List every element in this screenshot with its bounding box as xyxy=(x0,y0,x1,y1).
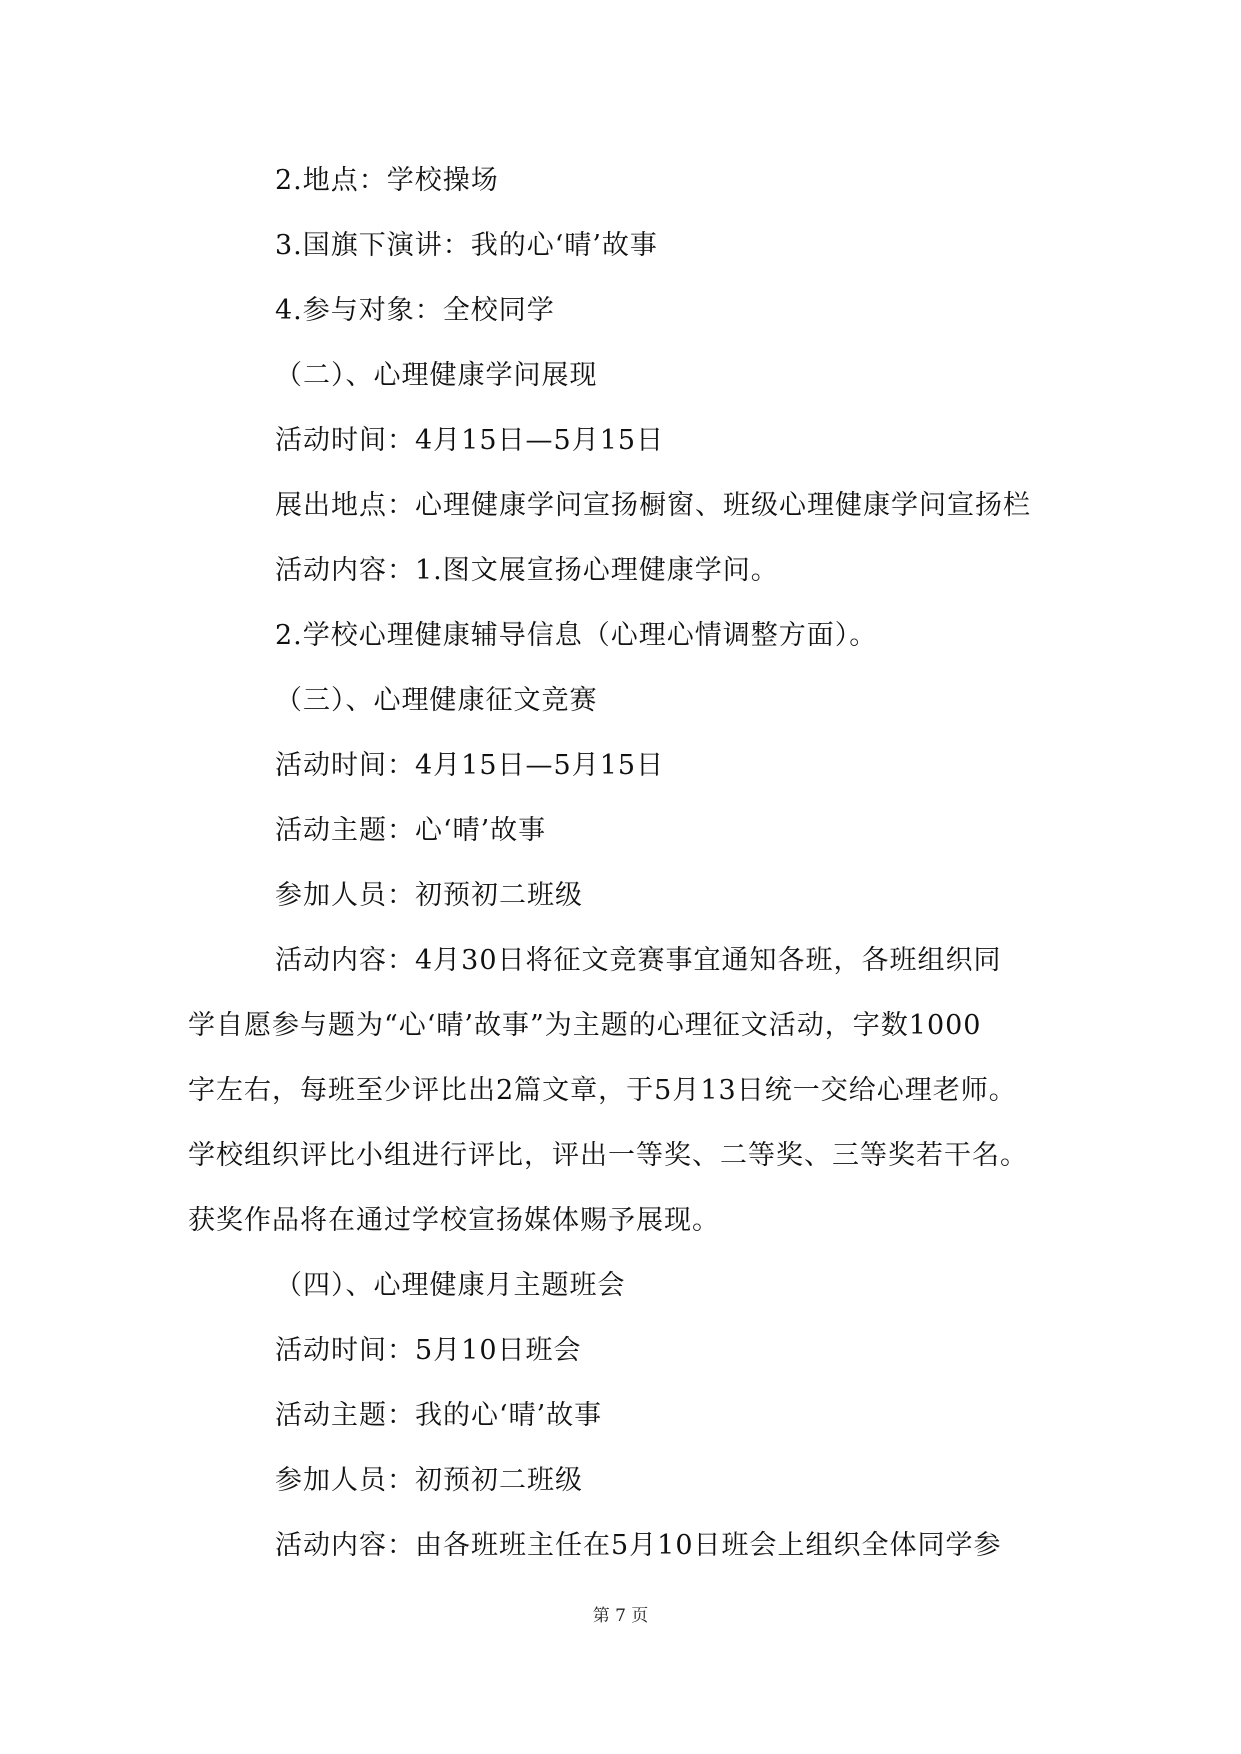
activity-time-line: 活动时间：5月10日班会 xyxy=(275,1335,582,1366)
guidance-info-line: 2.学校心理健康辅导信息（心理心情调整方面）。 xyxy=(275,620,878,651)
activity-time-line: 活动时间：4月15日—5月15日 xyxy=(275,425,665,456)
location-line: 2.地点：学校操场 xyxy=(275,165,499,196)
activity-theme-line: 活动主题：我的心‘晴’故事 xyxy=(275,1400,603,1431)
paragraph-line: 字左右，每班至少评比出2篇文章，于5月13日统一交给心理老师。 xyxy=(188,1075,1017,1106)
activity-content-line: 活动内容：1.图文展宣扬心理健康学问。 xyxy=(275,555,779,586)
activity-content-line: 活动内容：由各班班主任在5月10日班会上组织全体同学参 xyxy=(275,1530,1002,1561)
activity-time-line: 活动时间：4月15日—5月15日 xyxy=(275,750,665,781)
page-number: 第 7 页 xyxy=(592,1606,649,1626)
paragraph-line: 活动内容：4月30日将征文竞赛事宜通知各班，各班组织同 xyxy=(275,945,1002,976)
speech-line: 3.国旗下演讲：我的心‘晴’故事 xyxy=(275,230,658,261)
section-heading-3: （三）、心理健康征文竞赛 xyxy=(275,685,598,716)
participants-line: 参加人员：初预初二班级 xyxy=(275,880,583,911)
paragraph-line: 学自愿参与题为“心‘晴’故事”为主题的心理征文活动，字数1000 xyxy=(188,1010,982,1041)
participants-line: 4.参与对象：全校同学 xyxy=(275,295,555,326)
section-heading-2: （二）、心理健康学问展现 xyxy=(275,360,598,391)
activity-theme-line: 活动主题：心‘晴’故事 xyxy=(275,815,547,846)
section-heading-4: （四）、心理健康月主题班会 xyxy=(275,1270,626,1301)
exhibit-location-line: 展出地点：心理健康学问宣扬橱窗、班级心理健康学问宣扬栏 xyxy=(275,490,1031,521)
participants-line: 参加人员：初预初二班级 xyxy=(275,1465,583,1496)
paragraph-line: 学校组织评比小组进行评比，评出一等奖、二等奖、三等奖若干名。 xyxy=(188,1140,1028,1171)
paragraph-line: 获奖作品将在通过学校宣扬媒体赐予展现。 xyxy=(188,1205,720,1236)
